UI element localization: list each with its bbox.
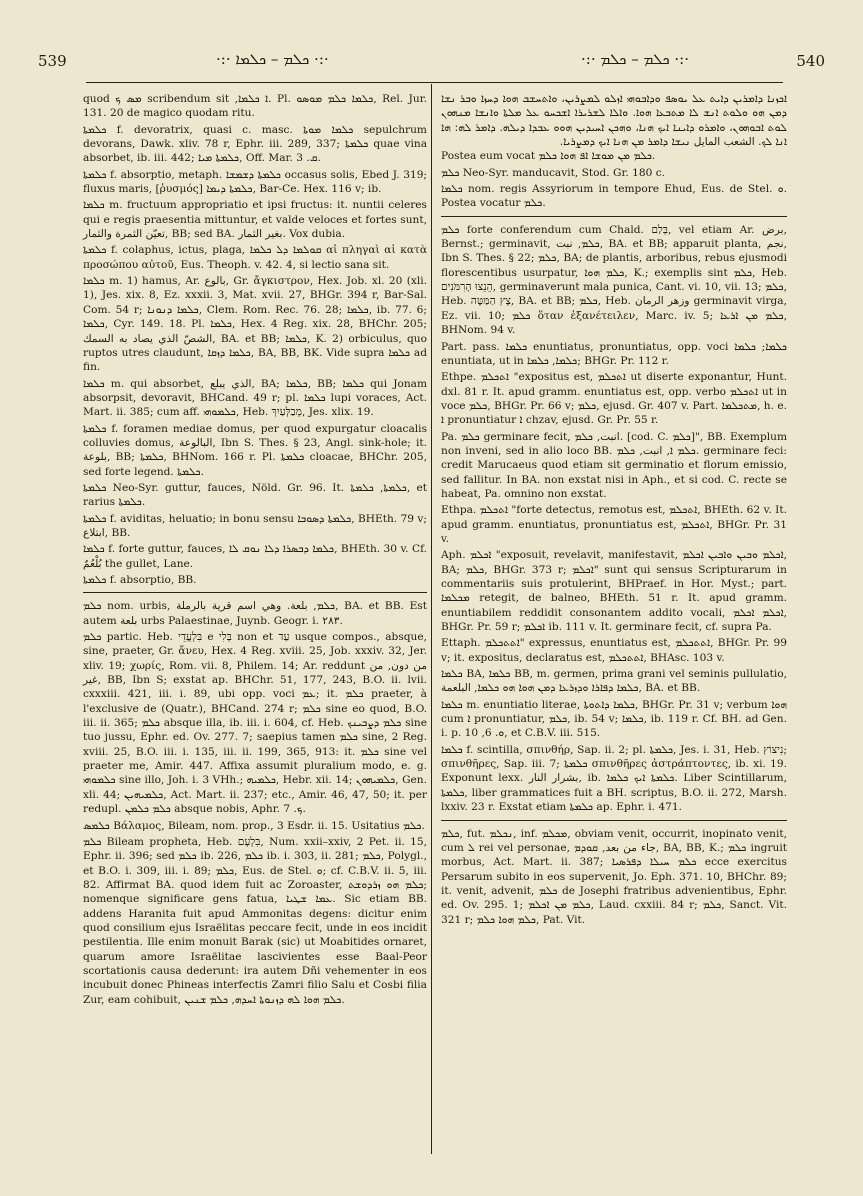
left-column [83, 92, 427, 1009]
dictionary-entry: ܟܠܡܬܐ f. foramen mediae domus, per quod expurgatur cloacalis colluvies domus, البالوعة, Ibn S. Thes. § 23, Angl. sink-hole; it. بلوعة, BB; ܟܠܡܬܐ, BHNom. 166 r. Pl. ܟܠܡܬܐ cloacae, BHChr. 205, sed forte legend. ܟܠܡܬܐ. [83, 422, 427, 478]
dictionary-entry: Part. pass. ܟܠܡܐ enuntiatus, pronuntiatus, opp. voci ܟܠܡܐ; ܟܠܡܐ enuntiata, ut in ܟܠܡܐ, ܟܠܡܐ; BHGr. Pr. 112 r. [441, 340, 787, 367]
section-separator [83, 592, 427, 593]
dictionary-entry: ܟܠܡܬܐ f. absorptio, metaph. ܟܠܡܬܐ ܕܫܡܫܐ occasus solis, Ebed J. 319; fluxus maris, [ῥυσμός] ܟܠܡܬܐ ܕܝܡܐ, Bar-Ce. Hex. 116 v; ib. [83, 168, 428, 196]
dictionary-entry: ܟܠܡ Bileam propheta, Heb. בִּלְעָם, Num. xxii–xxiv, 2 Pet. ii. 15, Ephr. ii. 396; sed ܟܠܡ ib. 226, ܟܠܡ ib. i. 303, ii. 281; ܟܠܡ, Polygl., et B.O. i. 309, iii. i. 89; ܟܠܡ, Eus. de Stel. ܘ; cf. C.B.V. ii. 5, iii. 82. Affirmat BA. quod idem fuit ac Zoroaster, ܟܠܡ ܗܘ ܙܪܕܘܫܬ; nomenque significare gens fatua, ܥܡܐ ܫܛܝܐ. Sic etiam BB. addens Haranita fuit apud Ammonitas degens: dicitur enim quod consilium ejus Israëlitas peccare fecit, unde in eos incidit pestilentia. Ille enim monuit Barak (sic) ut Moabitides ornaret, quarum amore Israëlitae lascivientes esse Baal-Peor scortationis causa dederunt: ira autem Dñi vehementer in eos incubuit donec Phineas interfectis Zamri filio Salu et Cosbi filia Zur, eam cohibuit, ܟܠܡ ܗܘܐ ܠܗ ܕܙܢܘܬܐ ܐܚܕܗ, ܟܠܡ ܫܢܝܢ. [83, 835, 428, 1006]
header-rule [86, 82, 783, 83]
dictionary-entry: Ethpa. ܐܬܟܠܡ "forte detectus, remotus est, ܐܬܟܠܡ, BHEth. 62 v. It. apud gramm. enuntiatus, pronuntiatus est, ܐܬܟܠܡ, BHGr. Pr. 31 v. [441, 504, 787, 545]
dictionary-entry: ܟܠܡ Neo-Syr. manducavit, Stod. Gr. 180 c. [441, 166, 665, 179]
dictionary-entry: ܟܠܡ, fut. ܢܟܠܡ, inf. ܡܟܠܡ, obviam venit, occurrit, inopinato venit, cum ܠ rei vel personae, جاء من بعد, ܩܘܕܡ, BA, BB, K.; ܟܠܡ ingruit morbus, Act. Mart. ii. 387; ܟܠܡ ܚܝܠܐ ܕܦܪܣܝܐ ecce exercitus Persarum subito in eos supervenit, Jo. Eph. 371. 10, BHChr. 89; it. venit, advenit, ܟܠܡ de Josephi fratribus advenientibus, Ephr. ed. Ov. 295. 1; ܟܠܡ ܡܢ ܐܟܠܡ, Laud. cxxiii. 84 r; ܟܠܡ, Sanct. Vit. 321 r; ܟܠܡ ܗܘܐ ܟܠܡ, Pat. Vit. [441, 827, 787, 926]
dictionary-entry: ܟܠܡܐ f. scintilla, σπινθήρ, Sap. ii. 2; pl. ܟܠܡܬܐ, Jes. i. 31, Heb. נִיצוֹץ; σπινθῆρες, Sap. iii. 7; ܟܠܡܬܐ σπινθῆρες ἀστράπτοντες, ib. xi. 19. Exponunt lexx. بشرار النار, ib. ܟܠܡܬܐ ܐܝܟ ܟܠܡܐ. Liber Scintillarum, ܟܠܡܬܐ, liber grammatices fuit a BH. scriptus, B.O. ii. 272, Marsh. lxxiv. 23 r. Exstat etiam ܟܠܡܬܐ ap. Ephr. i. 471. [441, 743, 787, 814]
running-head-left: ·:· ܟܠܡ – ܟܠܡܐ ·:· [216, 50, 329, 68]
section-separator [441, 216, 787, 217]
dictionary-entry: ܟܠܡܬܐ f. devoratrix, quasi c. masc. ܟܠܡܐ ܡܘܬܐ sepulchrum devorans, Dawk. xliv. 78 r, Ephr. iii. 289, 337; ܟܠܡܬܐ quae vina absorbet, ib. iii. 442; ܟܠܡܬܐ ܡܝܐ, Off. Mar. ܩ. 3. [83, 123, 428, 165]
right-column [441, 92, 787, 929]
column-divider [431, 84, 432, 1154]
dictionary-entry: Pa. ܟܠܡ germinare fecit, انبت, ܟܠܡ. [cod. C. ܟܠܡ]", BB. Exemplum non inveni, sed in alio loco BB. ܟܠܡ ܐ, انبت, ܟܠܡ. germinare feci: credit Marucaeus quod etiam sit germinatio et florum emissio, sed fallitur. In BA. non exstat nisi in Aph., et si cod. C. recte se habeat, Pa. omnino non exstat. [441, 430, 787, 500]
dictionary-entry: ܟܠܡܬܐ f. colaphus, ictus, plaga, ܩܘܠܡܐ ܕܠ ܟܠܡܐ αἱ πληγαὶ αἱ κατὰ προσώπου αὐτοῦ, Eus. Theoph. v. 42. 4, si lectio sana sit. [83, 244, 427, 271]
page-number-right: 540 [796, 52, 825, 70]
dictionary-entry: Ettaph. ܐܬܬܟܠܡ" expressus, enuntiatus est, ܐܬܬܟܠܡ, BHGr. Pr. 99 v; it. expositus, declaratus est, ܐܬܬܟܠܡ, BHAsc. 103 v. [441, 637, 788, 664]
dictionary-entry: Ethpe. ܐܬܟܠܡ "expositus est, ܐܬܟܠܡ ut diserte exponantur, Hunt. dxl. 81 r. It. apud gramm. enuntiatus est, opp. verbo ܐܬܟܠܡ ut in voce ܟܠܡ, BHGr. Pr. 66 v; ܟܠܡ, ejusd. Gr. 407 v. Part. ܡܬܟܠܡܐ, h. e. ܐ pronuntiatur ܐ chzav, ejusd. Gr. Pr. 55 r. [441, 371, 787, 427]
dictionary-entry: ܟܠܡ forte conferendum cum Chald. בְּלַם, vel etiam Ar. برض, Bernst.; germinavit, ܟܠܡ, نبت, BA. et BB; apparuit planta, نجم, Ibn S. Thes. § 22; ܟܠܡ, BA; de plantis, arboribus, rebus ejusmodi florescentibus usurpatur, ܟܠܡ ܗܘܐ, K.; exemplis sint ܟܠܡ, Heb. הֵנֵצוּ הָרִמֹּנִים, germinaverunt mala punica, Cant. vi. 10, vii. 13; ܟܠܡ, Heb. צָץ הַמַּטֶּה, BA. et BB; ܟܠܡ, Heb. وزهر الرمان germinavit virga, Ez. vii. 10; ܟܠܡ ὅταν ἐξανέτειλεν, Marc. iv. 5; ܟܠܡ ܡܢ ܐܪܥܐ, BHNom. 94 v. [441, 223, 787, 337]
dictionary-entry: Aph. ܐܟܠܡ "exposuit, revelavit, manifestavit, ܐܟܠܡ ܘܒܝܢ ܘܐܒܝܢ ܐܟܠܡ, BA; ܟܠܡ, BHGr. 373 r; ܐܟܠܡ" sunt qui sensus Scripturarum in commentariis suis protulerint, BHPraef. in Hor. Myst.; part. ܡܟܠܡܐ retegit, de balneo, BHEth. 51 r. It. apud gramm. enuntiabilem reddidit consonantem addito vocali, ܐܟܠܡ ܐܟܠܡ, BHGr. Pr. 59 r; ܐܟܠܡ ib. 111 v. It. germinare fecit, cf. supra Pa. [441, 549, 787, 634]
dictionary-entry: ܟܠܡܬܐ f. aviditas, heluatio; in bonu sensu ܟܠܡܬܐ ܕܣܘܒܐ, BHEth. 79 v; ابتلاع, BB. [83, 512, 427, 539]
dictionary-entry: ܟܠܡ partic. Heb. בִּלְעֲדֵי e בְּלִי non et עַד usque compos., absque, sine, praeter, Gr. ἄνευ, Hex. 4 Reg. xviii. 25, Job. xxxiv. 32, Jer. xliv. 19; χωρίς, Rom. vii. 8, Philem. 14; Ar. reddunt من دون, من غير, BB, Ibn S; exstat ap. BHChr. 51, 177, 243, B.O. ii. lvii. cxxxiii. 421, iii. i. 89, ubi opp. voci ܥܡ; it. ܟܠܡ praeter, à l'exclusive de (Quatr.), BHCand. 274 r; ܟܠܡ sine eo quod, B.O. iii. ii. 365; ܟܠܡ absque illa, ib. iii. i. 604, cf. Heb. ܟܠܡ ܕܨܒܝܢܟ sine tuo jussu, Ephr. ed. Ov. 277. 7; saepius tamen ܟܠܡ sine, 2 Reg. xviii. 25, B.O. iii. i. 135, iii. ii. 199, 365, 913: it. ܟܠܡ sine vel praeter me, Amir. 447. Affixa assumit pluralium modo, e. g. ܟܠܡܘܗܝ sine illo, Joh. i. 3 VHh.; ܟܠܡܝܗ, Hebr. xii. 14; ܟܠܡܝܗܘܢ, Gen. xli. 44; ܟܠܡܝܗܝܢ, Act. Mart. ii. 237; etc., Amir. 46, 47, 50; it. per redupl. ܟܠܡ ܟܠܡܢ absque nobis, Aphr. ܟ. 7. [83, 631, 427, 816]
dictionary-entry: ܟܠܡܐ m. 1) hamus, Ar. بالوع, Gr. ἄγκιστρον, Hex. Job. xl. 20 (xli. 1), Jes. xix. 8, Ez. xxxii. 3, Mat. xvii. 27, BHGr. 394 r, Bar-Sal. Com. 54 r; ܟܠܡܐ ܕܢܘܢܐ, Clem. Rom. Rec. 76. 28; ܟܠܡܐ, ib. 77. 6; ܟܠܡܐ, Cyr. 149. 18. Pl. ܟܠܡܐ, Hex. 4 Reg. xix. 28, BHChr. 205; الشصّ الذي يصاد به السمك, BA. et BB; ܟܠܡܐ, K. 2) orbiculus, quo ruptos utres claudunt, ܟܠܡܐ ܕܙܩܐ, BA, BB, BK. Vide supra ܟܠܡܐ ad fin. [83, 275, 428, 374]
page-number-left: 539 [38, 52, 67, 70]
page-header [38, 48, 825, 76]
dictionary-entry: ܟܠܡܐ m. enuntiatio literae, ܟܠܡܐ ܕܐܬܘܬܐ, BHGr. Pr. 31 v; verbum ܗܘܐ cum ܐ pronuntiatur, ܟܠܡ, ib. 54 v; ܟܠܡܐ, ib. 119 r. Cf. BH. ad Gen. i. p. ܘ. 6, 10, et C.B.V. iii. 515. [441, 698, 787, 740]
dictionary-entry: ܟܠܡܬܐ f. absorptio, BB. [83, 574, 197, 586]
running-head-right: ·:· ܟܠܡ – ܟܠܡ ·:· [581, 50, 689, 68]
dictionary-entry: ܟܠܡܬܐ Neo-Syr. guttur, fauces, Nöld. Gr. 96. It. ܟܠܡܬܐ, ܟܠܡܬܐ, et rarius ܟܠܡܬܐ. [83, 481, 427, 509]
dictionary-entry: ܟܠܡܐ m. fructuum appropriatio et ipsi fructus: it. nuntii celeres qui e regis praesentia mittuntur, et valde veloces et fortes sunt, تعيّن الثمرة والثمار, BB; sed BA. بغير الثمار. Vox dubia. [83, 199, 427, 241]
dictionary-entry: ܟܠܡܐ f. forte guttur, fauces, ܟܠܡܐ ܕܒܣܪܐ ܕܠܐ ܢܘܩ ܠܐ, BHEth. 30 v. Cf. بُلْعُمٌ the gullet, Lane. [83, 543, 427, 570]
dictionary-entry: ܟܠܡ nom. urbis, ܟܠܡ, بلعة. وهي اسم قرية بالرملة, BA. et BB. Est autem بلعة urbs Palaestinae, Juynb. Geogr. i. ۲۸۳. [83, 600, 427, 627]
dictionary-entry: Postea eum vocat ܟܠܡ ܡܢ ܡܘܫܐ ܐܦ ܗܘܐ ܟܠܡ. [441, 150, 656, 163]
section-separator [441, 820, 787, 821]
dictionary-entry: ܟܠܡܐ nom. regis Assyriorum in tempore Ehud, Eus. de Stel. ܘ. Postea vocatur ܟܠܡ. [441, 183, 787, 210]
dictionary-entry: quod ܡܣ ܟ scribendum sit ,ܐ ܟܠܡܐ. Pl. ܟܠܡܐ ܟܠܡ ܡܘܣܘ, Rel. Jur. 131. 20 de magico quodam ritu. [83, 93, 427, 120]
dictionary-entry: ܟܠܡܐ m. qui absorbet, الذي يبلع, BA; ܟܠܡܐ, BB; ܟܠܡܐ qui Jonam absorpsit, devoravit, BHCand. 49 r; pl. ܟܠܡܐ lupi voraces, Act. Mart. ii. 385; cum aff. ܟܠܡܘܗܝ, Heb. מְבַלְּעַיִךְ, Jes. xlix. 19. [83, 377, 428, 419]
syriac-passage: ܐܟܙܢܐ ܕܐܡܪܝܢ ܕܐܝܬ ܥܠ ܝܘܣܦ ܘܕܐܒܘܗܝ ܐܙܠܘ ܠܡܨܪܝܢ، ܘܐܬܚܫܒ ܗܘܐ ܕܚܙܐ ܘܒܪ ܢܫܐ ܕܡܢ ܗܘ ܘܠܘܬ ܐܢܫ ܠܐ ܡܬܒܥܐ ܗܘܐ. ܘܐܠܐ ܠܫܪܝܪܐ ܐܫܟܚܘ ܥܠ ܡܠܬܐ ܘܐܢܫܐ ܡܢܗܘܢ ܠܘܬ ܐܒܘܗܘܢ، ܘܐܡܪܘ ܕܐܝܢܐ ܐܝܟ ܗܢܐ، ܘܗܟܢ ܐܚܝܕܝܢ ܗܘܘ ܥܒܕܐ ܕܝܠܗ. ܕܐܡܪ ܠܗ: ܗܐ ܐܢܐ ܠܟ. الشعب المايل ܢܝܫܐ ܕܐܡܪ ܡܢ ܗܢܐ ܐܝܟ ܕܡܨܪܝܐ. [441, 93, 787, 149]
dictionary-entry: ܟܠܡܣ Βάλαμος, Bileam, nom. prop., 3 Esdr. ii. 15. Usitatius ܟܠܡ. [83, 819, 425, 832]
dictionary-entry: ܟܠܡܐ BA, ܟܠܡܐ BB, m. germen, prima grani vel seminis pullulatio, ܟܠܡܐ ܕܦܐܪܐ ܘܕܙܪܥܐ ܕܡܢ ܗܘܐ ܗܘ ܟܠܡܐ, البلعمة, BA. et BB. [441, 668, 787, 695]
